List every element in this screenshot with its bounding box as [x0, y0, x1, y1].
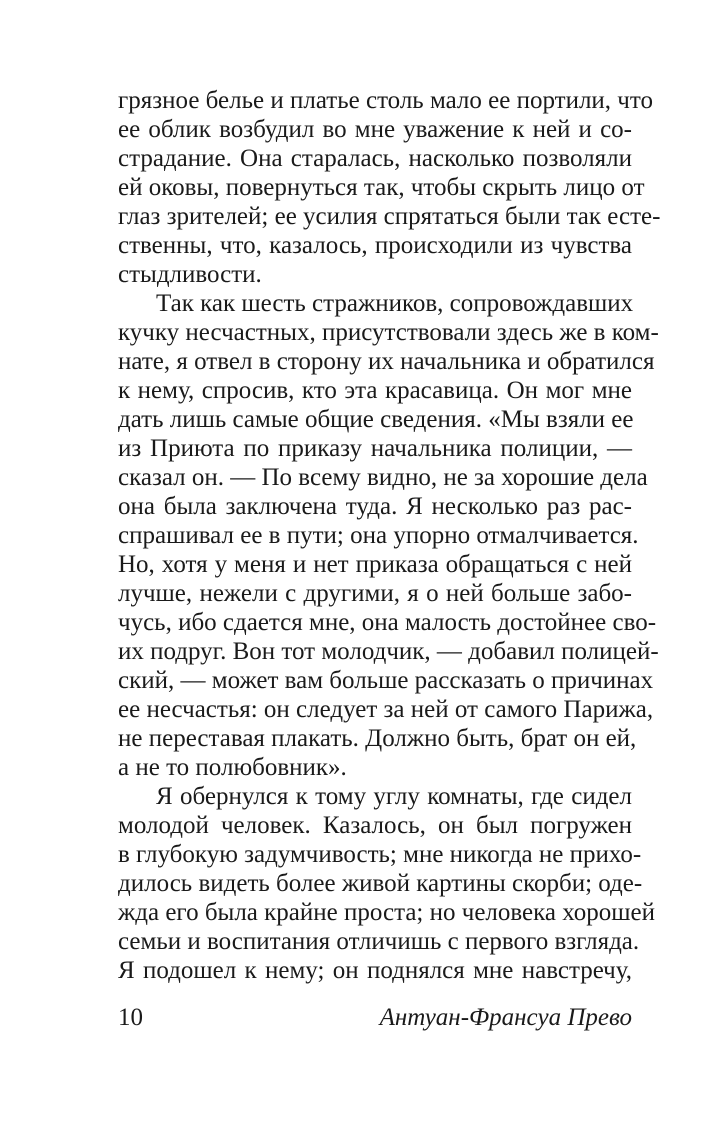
running-author: Антуан-Франсуа Прево	[379, 1004, 632, 1031]
text-line: семьи и воспитания отличишь с первого взгляда.	[118, 928, 640, 955]
text-line: кучку несчастных, присутствовали здесь же в ком-	[118, 319, 659, 346]
text-line: Я подошел к нему; он поднялся мне навстречу,	[118, 957, 632, 984]
text-line: ский, — может вам больше рассказать о причинах	[118, 667, 654, 694]
text-line: страдание. Она старалась, насколько позволяли	[118, 145, 632, 172]
text-line: а не то полюбовник».	[118, 754, 347, 781]
text-line: стыдливости.	[118, 261, 262, 288]
text-line: Но, хотя у меня и нет приказа обращаться с ней	[118, 551, 632, 578]
text-line: спрашивал ее в пути; она упорно отмалчивается.	[118, 522, 639, 549]
page-number: 10	[118, 1004, 143, 1031]
text-line: ственны, что, казалось, происходили из чувства	[118, 232, 632, 259]
text-line: из Приюта по приказу начальника полиции, —	[118, 435, 632, 462]
paragraph	[118, 782, 656, 985]
text-line: сказал он. — По всему видно, не за хорошие дела	[118, 464, 648, 491]
paragraph	[118, 289, 659, 782]
text-line: в глубокую задумчивость; мне никогда не прихо-	[118, 841, 642, 868]
text-line: молодой человек. Казалось, он был погружен	[118, 812, 632, 839]
paragraph	[118, 86, 661, 289]
text-line: жда его была крайне проста; но человека хорошей	[118, 899, 656, 926]
text-line: Я обернулся к тому углу комнаты, где сидел	[156, 783, 632, 810]
text-line: нате, я отвел в сторону их начальника и обратился	[118, 348, 655, 375]
text-line: Так как шесть стражников, сопровождавших	[156, 290, 634, 317]
text-line: чусь, ибо сдается мне, она малость достойнее сво-	[118, 609, 657, 636]
body-text	[118, 86, 661, 985]
text-line: к нему, спросив, кто эта красавица. Он мог мне	[118, 377, 632, 404]
text-line: ей оковы, повернуться так, чтобы скрыть лицо от	[118, 174, 645, 201]
page-footer	[118, 1002, 632, 1034]
text-line: их подруг. Вон тот молодчик, — добавил полицей-	[118, 638, 659, 665]
text-line: лучше, нежели с другими, я о ней больше забо-	[118, 580, 632, 607]
text-line: ее несчастья: он следует за ней от самого Парижа,	[118, 696, 654, 723]
text-line: ее облик возбудил во мне уважение к ней и со-	[118, 116, 632, 143]
text-line: глаз зрителей; ее усилия спрятаться были так есте-	[118, 203, 661, 230]
text-line: она была заключена туда. Я несколько раз рас-	[118, 493, 632, 520]
text-line: дилось видеть более живой картины скорби; оде-	[118, 870, 643, 897]
text-line: дать лишь самые общие сведения. «Мы взяли ее	[118, 406, 634, 433]
text-line: грязное белье и платье столь мало ее портили, что	[118, 87, 653, 114]
text-line: не переставая плакать. Должно быть, брат он ей,	[118, 725, 637, 752]
